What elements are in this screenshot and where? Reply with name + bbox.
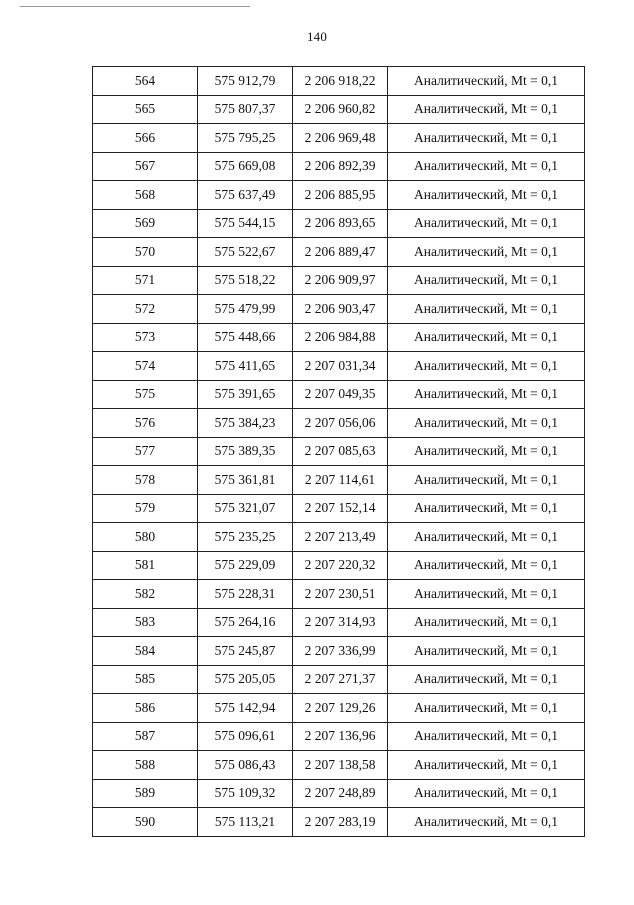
point-number-cell: 589	[93, 779, 198, 808]
method-cell: Аналитический, Mt = 0,1	[388, 665, 585, 694]
y-coordinate-cell: 2 207 230,51	[293, 580, 388, 609]
method-cell: Аналитический, Mt = 0,1	[388, 437, 585, 466]
y-coordinate-cell: 2 206 893,65	[293, 209, 388, 238]
point-number-cell: 581	[93, 551, 198, 580]
x-coordinate-cell: 575 384,23	[198, 409, 293, 438]
y-coordinate-cell: 2 207 283,19	[293, 808, 388, 837]
table-row	[93, 266, 585, 295]
method-cell: Аналитический, Mt = 0,1	[388, 808, 585, 837]
point-number-cell: 584	[93, 637, 198, 666]
table-row	[93, 779, 585, 808]
y-coordinate-cell: 2 207 213,49	[293, 523, 388, 552]
table-row	[93, 551, 585, 580]
x-coordinate-cell: 575 096,61	[198, 722, 293, 751]
method-cell: Аналитический, Mt = 0,1	[388, 124, 585, 153]
point-number-cell: 578	[93, 466, 198, 495]
x-coordinate-cell: 575 637,49	[198, 181, 293, 210]
point-number-cell: 570	[93, 238, 198, 267]
table-row	[93, 238, 585, 267]
method-cell: Аналитический, Mt = 0,1	[388, 551, 585, 580]
x-coordinate-cell: 575 807,37	[198, 95, 293, 124]
x-coordinate-cell: 575 479,99	[198, 295, 293, 324]
x-coordinate-cell: 575 669,08	[198, 152, 293, 181]
method-cell: Аналитический, Mt = 0,1	[388, 637, 585, 666]
point-number-cell: 579	[93, 494, 198, 523]
method-cell: Аналитический, Mt = 0,1	[388, 152, 585, 181]
table-row	[93, 437, 585, 466]
method-cell: Аналитический, Mt = 0,1	[388, 352, 585, 381]
point-number-cell: 577	[93, 437, 198, 466]
x-coordinate-cell: 575 235,25	[198, 523, 293, 552]
x-coordinate-cell: 575 411,65	[198, 352, 293, 381]
table-row	[93, 95, 585, 124]
y-coordinate-cell: 2 207 152,14	[293, 494, 388, 523]
x-coordinate-cell: 575 389,35	[198, 437, 293, 466]
y-coordinate-cell: 2 207 336,99	[293, 637, 388, 666]
point-number-cell: 574	[93, 352, 198, 381]
x-coordinate-cell: 575 109,32	[198, 779, 293, 808]
y-coordinate-cell: 2 207 138,58	[293, 751, 388, 780]
method-cell: Аналитический, Mt = 0,1	[388, 295, 585, 324]
method-cell: Аналитический, Mt = 0,1	[388, 209, 585, 238]
method-cell: Аналитический, Mt = 0,1	[388, 608, 585, 637]
table-row	[93, 494, 585, 523]
table-row	[93, 352, 585, 381]
point-number-cell: 571	[93, 266, 198, 295]
method-cell: Аналитический, Mt = 0,1	[388, 722, 585, 751]
y-coordinate-cell: 2 207 031,34	[293, 352, 388, 381]
y-coordinate-cell: 2 207 085,63	[293, 437, 388, 466]
method-cell: Аналитический, Mt = 0,1	[388, 380, 585, 409]
method-cell: Аналитический, Mt = 0,1	[388, 494, 585, 523]
point-number-cell: 568	[93, 181, 198, 210]
y-coordinate-cell: 2 206 969,48	[293, 124, 388, 153]
y-coordinate-cell: 2 206 984,88	[293, 323, 388, 352]
x-coordinate-cell: 575 086,43	[198, 751, 293, 780]
table-row	[93, 665, 585, 694]
point-number-cell: 566	[93, 124, 198, 153]
table-row	[93, 380, 585, 409]
point-number-cell: 588	[93, 751, 198, 780]
point-number-cell: 583	[93, 608, 198, 637]
y-coordinate-cell: 2 206 918,22	[293, 67, 388, 96]
x-coordinate-cell: 575 518,22	[198, 266, 293, 295]
x-coordinate-cell: 575 448,66	[198, 323, 293, 352]
y-coordinate-cell: 2 206 885,95	[293, 181, 388, 210]
x-coordinate-cell: 575 361,81	[198, 466, 293, 495]
header-rule	[20, 6, 250, 7]
table-row	[93, 295, 585, 324]
x-coordinate-cell: 575 522,67	[198, 238, 293, 267]
table-row	[93, 152, 585, 181]
table-row	[93, 409, 585, 438]
y-coordinate-cell: 2 207 220,32	[293, 551, 388, 580]
x-coordinate-cell: 575 321,07	[198, 494, 293, 523]
table-row	[93, 124, 585, 153]
table-row	[93, 722, 585, 751]
point-number-cell: 567	[93, 152, 198, 181]
method-cell: Аналитический, Mt = 0,1	[388, 266, 585, 295]
table-row	[93, 181, 585, 210]
point-number-cell: 586	[93, 694, 198, 723]
y-coordinate-cell: 2 207 129,26	[293, 694, 388, 723]
x-coordinate-cell: 575 245,87	[198, 637, 293, 666]
table-row	[93, 67, 585, 96]
y-coordinate-cell: 2 207 314,93	[293, 608, 388, 637]
point-number-cell: 590	[93, 808, 198, 837]
table-row	[93, 323, 585, 352]
y-coordinate-cell: 2 207 114,61	[293, 466, 388, 495]
x-coordinate-cell: 575 142,94	[198, 694, 293, 723]
x-coordinate-cell: 575 912,79	[198, 67, 293, 96]
x-coordinate-cell: 575 391,65	[198, 380, 293, 409]
method-cell: Аналитический, Mt = 0,1	[388, 580, 585, 609]
coordinates-table-body	[93, 67, 585, 837]
point-number-cell: 565	[93, 95, 198, 124]
page-number: 140	[306, 29, 328, 44]
x-coordinate-cell: 575 228,31	[198, 580, 293, 609]
method-cell: Аналитический, Mt = 0,1	[388, 181, 585, 210]
method-cell: Аналитический, Mt = 0,1	[388, 95, 585, 124]
y-coordinate-cell: 2 206 889,47	[293, 238, 388, 267]
y-coordinate-cell: 2 206 892,39	[293, 152, 388, 181]
x-coordinate-cell: 575 229,09	[198, 551, 293, 580]
method-cell: Аналитический, Mt = 0,1	[388, 466, 585, 495]
point-number-cell: 576	[93, 409, 198, 438]
y-coordinate-cell: 2 207 248,89	[293, 779, 388, 808]
x-coordinate-cell: 575 544,15	[198, 209, 293, 238]
y-coordinate-cell: 2 206 903,47	[293, 295, 388, 324]
coordinates-table	[92, 66, 585, 837]
y-coordinate-cell: 2 207 056,06	[293, 409, 388, 438]
x-coordinate-cell: 575 264,16	[198, 608, 293, 637]
point-number-cell: 573	[93, 323, 198, 352]
point-number-cell: 587	[93, 722, 198, 751]
x-coordinate-cell: 575 113,21	[198, 808, 293, 837]
point-number-cell: 585	[93, 665, 198, 694]
method-cell: Аналитический, Mt = 0,1	[388, 67, 585, 96]
x-coordinate-cell: 575 795,25	[198, 124, 293, 153]
table-row	[93, 523, 585, 552]
point-number-cell: 572	[93, 295, 198, 324]
y-coordinate-cell: 2 206 960,82	[293, 95, 388, 124]
method-cell: Аналитический, Mt = 0,1	[388, 751, 585, 780]
table-row	[93, 694, 585, 723]
table-row	[93, 580, 585, 609]
point-number-cell: 569	[93, 209, 198, 238]
point-number-cell: 582	[93, 580, 198, 609]
method-cell: Аналитический, Mt = 0,1	[388, 694, 585, 723]
method-cell: Аналитический, Mt = 0,1	[388, 238, 585, 267]
method-cell: Аналитический, Mt = 0,1	[388, 323, 585, 352]
point-number-cell: 564	[93, 67, 198, 96]
point-number-cell: 575	[93, 380, 198, 409]
method-cell: Аналитический, Mt = 0,1	[388, 779, 585, 808]
y-coordinate-cell: 2 207 136,96	[293, 722, 388, 751]
table-row	[93, 209, 585, 238]
method-cell: Аналитический, Mt = 0,1	[388, 409, 585, 438]
method-cell: Аналитический, Mt = 0,1	[388, 523, 585, 552]
y-coordinate-cell: 2 207 049,35	[293, 380, 388, 409]
table-row	[93, 608, 585, 637]
table-row	[93, 808, 585, 837]
point-number-cell: 580	[93, 523, 198, 552]
y-coordinate-cell: 2 206 909,97	[293, 266, 388, 295]
table-row	[93, 466, 585, 495]
y-coordinate-cell: 2 207 271,37	[293, 665, 388, 694]
x-coordinate-cell: 575 205,05	[198, 665, 293, 694]
table-row	[93, 751, 585, 780]
table-row	[93, 637, 585, 666]
